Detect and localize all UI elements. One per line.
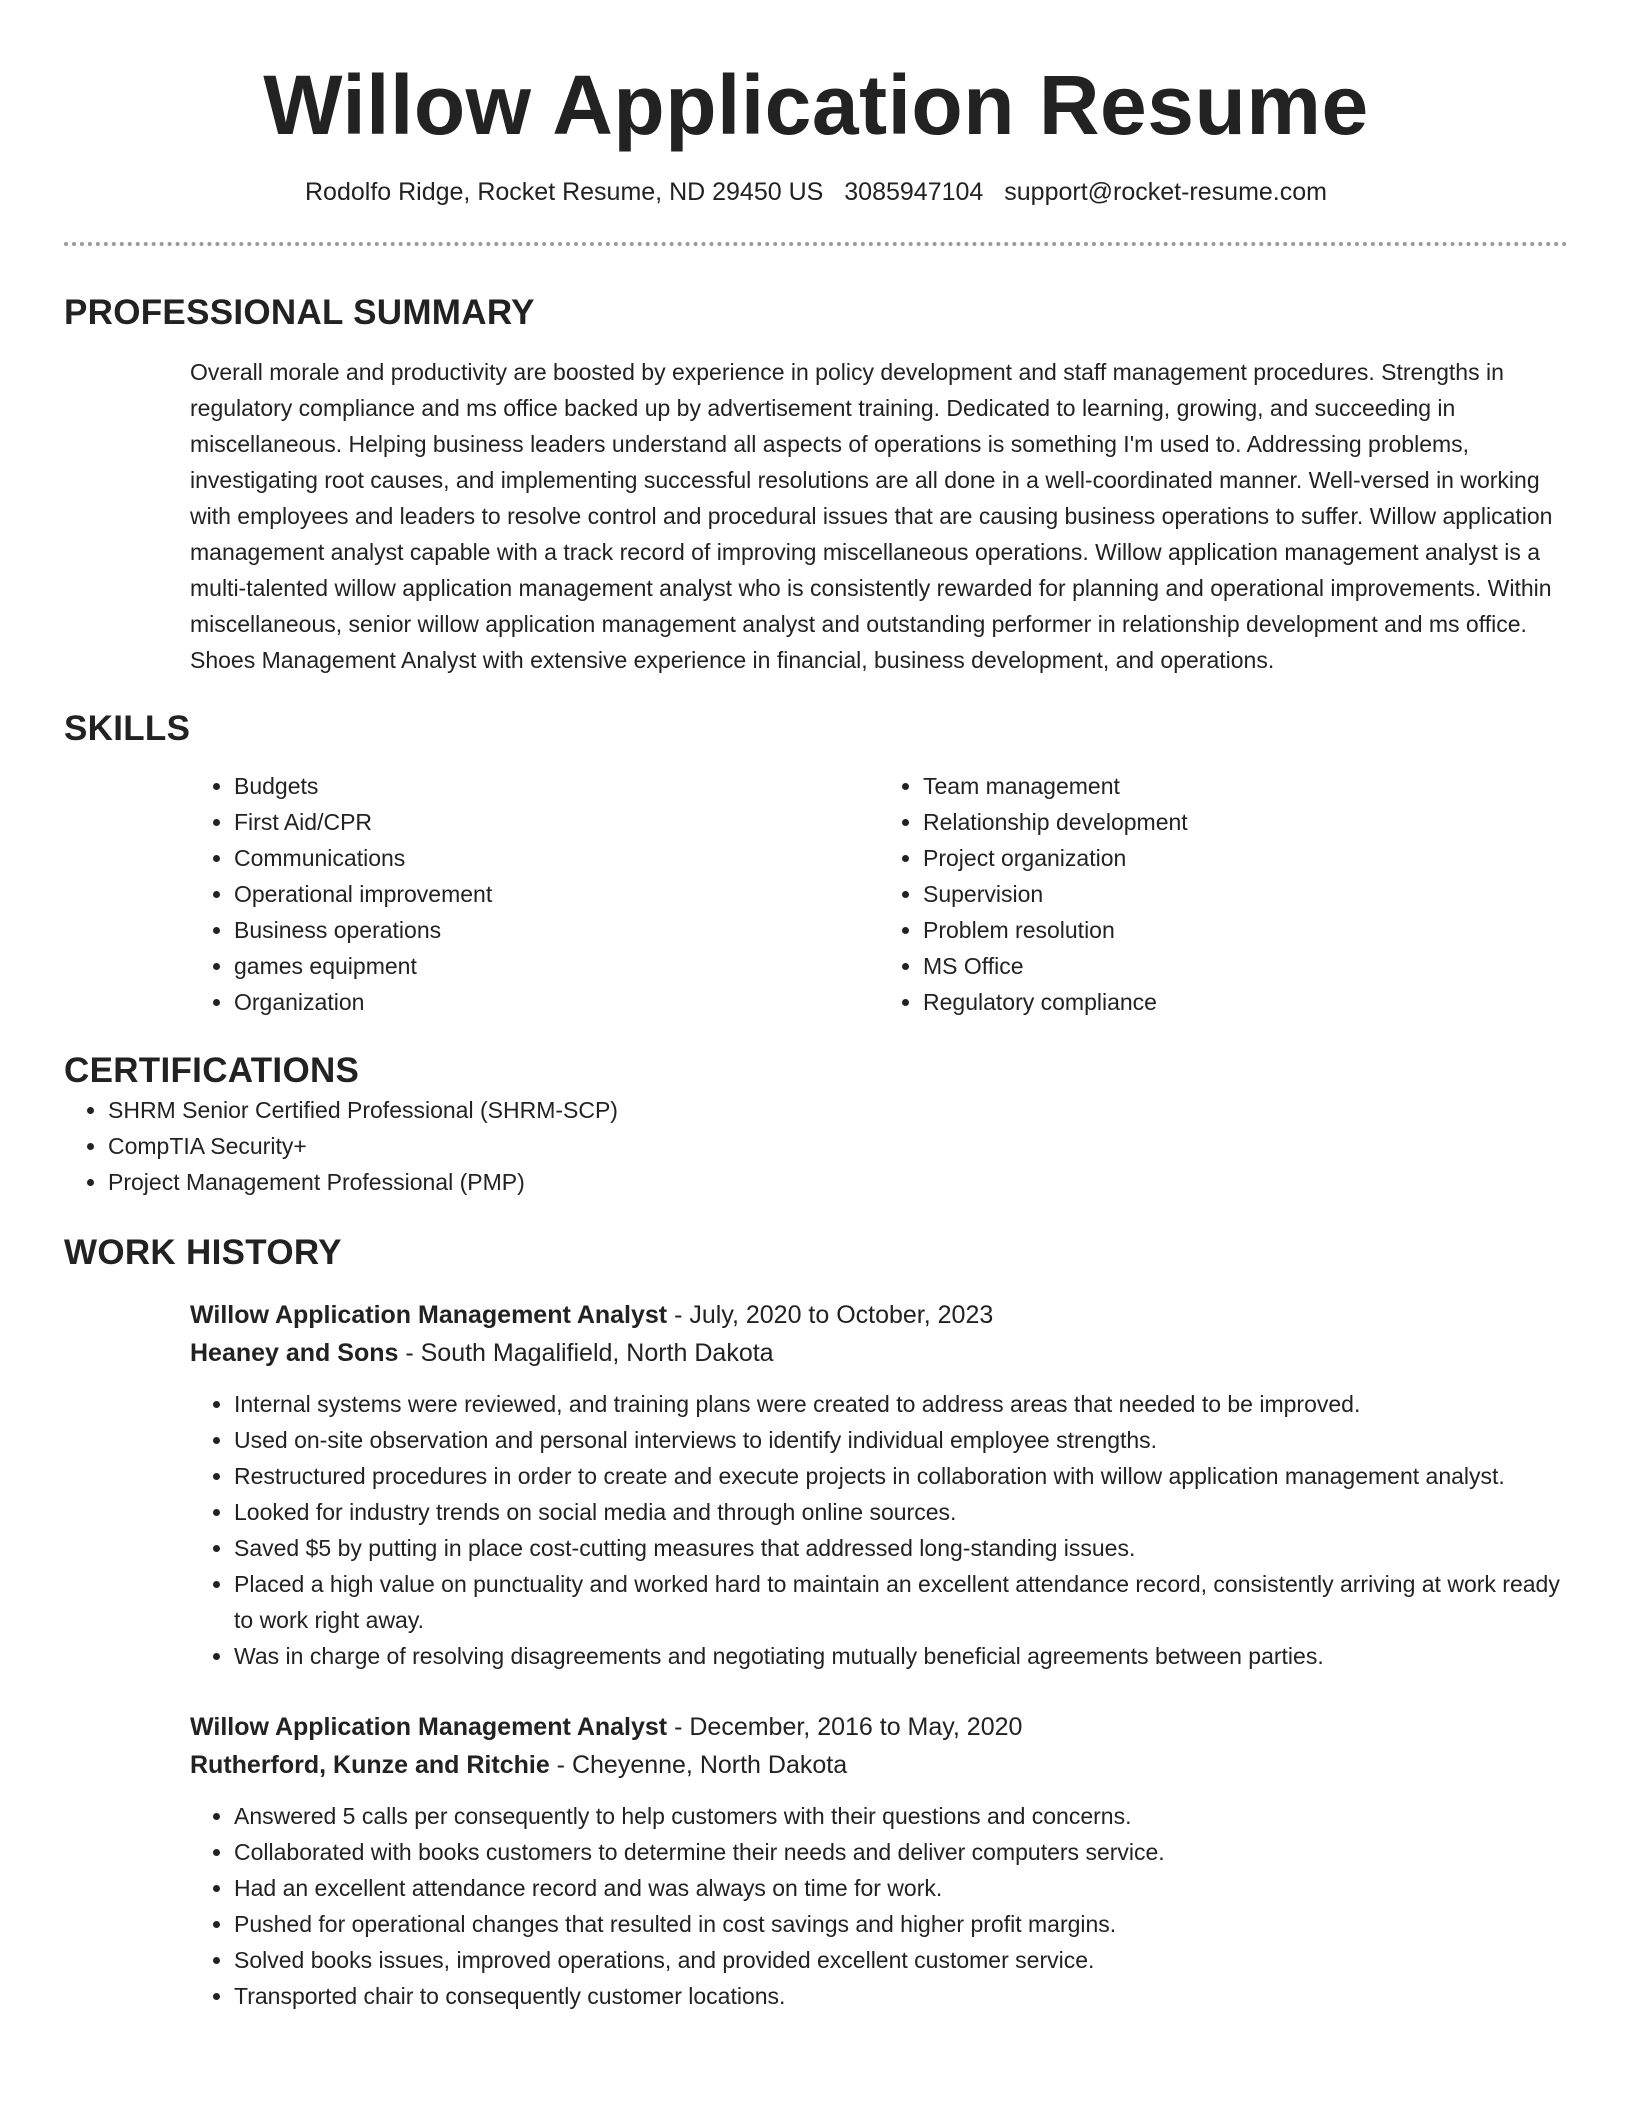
header-divider bbox=[64, 242, 1568, 246]
skill-item: • Budgets bbox=[234, 768, 879, 804]
job-duties-list bbox=[190, 1798, 1568, 2014]
job-duty: • Saved $5 by putting in place cost-cutting measures that addressed long-standing issues. bbox=[234, 1530, 1568, 1566]
job-duty: • Pushed for operational changes that resulted in cost savings and higher profit margins. bbox=[234, 1906, 1568, 1942]
contact-line bbox=[64, 176, 1568, 208]
skill-item: • MS Office bbox=[923, 948, 1568, 984]
skills-list bbox=[190, 768, 1568, 1020]
summary-text: Overall morale and productivity are boosted by experience in policy development and staff management procedures. Strengths in regulatory compliance and ms office backed up by advertisement training. Dedicated to learning, growing, and succeeding in miscellaneous. Helping business leaders understand all aspects of operations is something I'm used to. Addressing problems, investigating root causes, and implementing successful resolutions are all done in a well-coordinated manner. Well-versed in working with employees and leaders to resolve control and procedural issues that are causing business operations to suffer. Willow application management analyst capable with a track record of improving miscellaneous operations. Willow application management analyst is a multi-talented willow application management analyst who is consistently rewarded for planning and operational improvements. Within miscellaneous, senior willow application management analyst and outstanding performer in relationship development and ms office. Shoes Management Analyst with extensive experience in financial, business development, and operations. bbox=[190, 359, 1553, 673]
skill-item: • Organization bbox=[234, 984, 879, 1020]
job-duties-list bbox=[190, 1386, 1568, 1674]
job-duty: • Had an excellent attendance record and was always on time for work. bbox=[234, 1870, 1568, 1906]
job-duty: • Internal systems were reviewed, and training plans were created to address areas that needed to be improved. bbox=[234, 1386, 1568, 1422]
resume-title: Willow Application Resume bbox=[263, 58, 1369, 152]
job-company-line bbox=[190, 1334, 1568, 1372]
job-duty: • Used on-site observation and personal interviews to identify individual employee strengths. bbox=[234, 1422, 1568, 1458]
contact-phone: 3085947104 bbox=[844, 178, 984, 206]
skill-item: • First Aid/CPR bbox=[234, 804, 879, 840]
job-duty: • Solved books issues, improved operations, and provided excellent customer service. bbox=[234, 1942, 1568, 1978]
skill-item: • Problem resolution bbox=[923, 912, 1568, 948]
job-role: Willow Application Management Analyst bbox=[190, 1713, 668, 1741]
job-company: Heaney and Sons bbox=[190, 1339, 399, 1367]
job-entry bbox=[190, 1296, 1568, 1674]
skill-item: • games equipment bbox=[234, 948, 879, 984]
job-role: Willow Application Management Analyst bbox=[190, 1301, 668, 1329]
job-dates: - December, 2016 to May, 2020 bbox=[667, 1713, 1023, 1741]
job-duty: • Was in charge of resolving disagreements and negotiating mutually beneficial agreements between parties. bbox=[234, 1638, 1568, 1674]
job-duty: • Collaborated with books customers to determine their needs and deliver computers service. bbox=[234, 1834, 1568, 1870]
job-duty: • Looked for industry trends on social media and through online sources. bbox=[234, 1494, 1568, 1530]
job-location: - South Magalifield, North Dakota bbox=[398, 1339, 774, 1367]
skill-item: • Business operations bbox=[234, 912, 879, 948]
skill-item: • Operational improvement bbox=[234, 876, 879, 912]
certifications-heading: CERTIFICATIONS bbox=[64, 1051, 360, 1090]
job-role-line bbox=[190, 1708, 1568, 1746]
job-duty: • Transported chair to consequently customer locations. bbox=[234, 1978, 1568, 2014]
skill-item: • Team management bbox=[923, 768, 1568, 804]
job-location: - Cheyenne, North Dakota bbox=[549, 1751, 848, 1779]
skill-item: • Supervision bbox=[923, 876, 1568, 912]
skills-column-left bbox=[190, 768, 879, 1020]
job-role-line bbox=[190, 1296, 1568, 1334]
certification-item: • SHRM Senior Certified Professional (SHRM-SCP) bbox=[108, 1092, 1568, 1128]
job-entry bbox=[190, 1708, 1568, 2014]
skill-item: • Communications bbox=[234, 840, 879, 876]
job-company: Rutherford, Kunze and Ritchie bbox=[190, 1751, 550, 1779]
skills-heading: SKILLS bbox=[64, 709, 191, 748]
summary-heading: PROFESSIONAL SUMMARY bbox=[64, 293, 535, 332]
job-duty: • Answered 5 calls per consequently to help customers with their questions and concerns. bbox=[234, 1798, 1568, 1834]
job-company-line bbox=[190, 1746, 1568, 1784]
skill-item: • Relationship development bbox=[923, 804, 1568, 840]
job-duty: • Restructured procedures in order to create and execute projects in collaboration with willow application management analyst. bbox=[234, 1458, 1568, 1494]
work-history-heading: WORK HISTORY bbox=[64, 1233, 342, 1272]
skill-item: • Regulatory compliance bbox=[923, 984, 1568, 1020]
certification-item: • CompTIA Security+ bbox=[108, 1128, 1568, 1164]
contact-email: support@rocket-resume.com bbox=[1004, 178, 1327, 206]
contact-address: Rodolfo Ridge, Rocket Resume, ND 29450 US bbox=[305, 178, 824, 206]
certification-item: • Project Management Professional (PMP) bbox=[108, 1164, 1568, 1200]
skill-item: • Project organization bbox=[923, 840, 1568, 876]
job-dates: - July, 2020 to October, 2023 bbox=[667, 1301, 994, 1329]
job-duty: • Placed a high value on punctuality and worked hard to maintain an excellent attendance record, consistently arriving at work ready to work right away. bbox=[234, 1566, 1568, 1638]
certifications-list bbox=[64, 1092, 1568, 1200]
skills-column-right bbox=[879, 768, 1568, 1020]
